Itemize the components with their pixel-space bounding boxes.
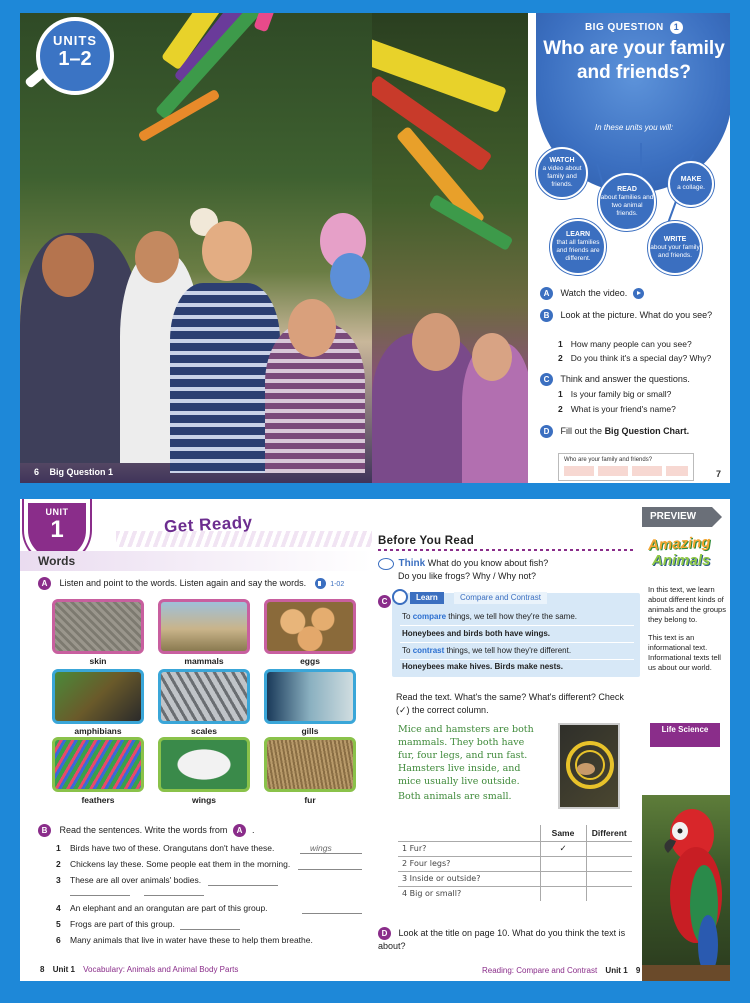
page-number: 6 [34,467,40,477]
step-d-text: Fill out the [560,425,603,436]
page-number: 9 [635,966,641,975]
table-row [398,856,632,871]
sub-number: 2 [558,353,563,363]
bubble-read-body: about families and two animal friends. [600,194,654,217]
bubble-make-body: a collage. [677,184,705,191]
sub-number: 2 [558,404,563,414]
step-c-letter: C [540,373,553,386]
learn-line-2: Honeybees and birds both have wings. [402,629,551,638]
step-b-letter: B [540,309,553,322]
table-row [398,871,632,886]
instruction-a [38,577,344,590]
step-b [540,309,720,322]
sentence-5 [56,919,356,929]
bubble-read [598,173,656,231]
learn-subtitle: Compare and Contrast [454,592,547,604]
think-line-2: Do you like frogs? Why / Why not? [398,571,537,581]
learn-line-1 [402,612,577,621]
unit-badge-label: UNIT [45,507,69,517]
table-header-different: Different [586,825,632,841]
sentence-number: 3 [56,875,61,885]
sentence-4 [56,903,356,913]
answer-1: wings [310,843,332,853]
preview-arrow-icon [712,507,722,527]
footer-subject: Vocabulary: Animals and Animal Body Parts [83,965,239,974]
handwritten-text: Mice and hamsters are both mammals. They both have fur, four legs, and run fast. Hamsters live inside, and mice usually live outside. [398,724,534,787]
parrot-photo [642,795,730,981]
table-cell-same[interactable] [540,886,586,901]
header-band [116,531,372,547]
answer-blank-2[interactable] [298,869,362,870]
big-question-label [536,21,730,34]
preview-text [648,585,728,681]
step-b-sub-2 [558,353,711,363]
table-cell-different[interactable] [586,886,632,901]
word-label-amphibians: amphibians [74,726,122,736]
party-photo-right [372,13,528,483]
sub-text: Do you think it's a special day? Why? [570,353,712,363]
track-number: 1-02 [330,580,345,588]
step-d-bold: Big Question Chart. [604,425,690,436]
preview-paragraph-1: In this text, we learn about different kinds of animals and the groups they belong to. [648,585,726,624]
table-cell-question: 4 Big or small? [398,886,540,901]
sentence-text: Many animals that live in water have these to help them breathe. [70,935,313,945]
table-cell-same[interactable] [540,856,586,871]
big-question-chart-thumbnail [558,453,694,481]
table-cell-different[interactable] [586,856,632,871]
learn-text: things, we tell how they're the same. [448,612,577,621]
learn-line-3 [402,646,571,655]
bubble-write-body: about your family and friends. [650,244,700,259]
units-badge-label: UNITS [53,33,97,48]
get-ready-title: Get Ready [163,512,254,537]
footer-section: Reading: Compare and Contrast [482,966,598,975]
bubble-watch-head: WATCH [549,157,575,164]
chart-thumb-text: Who are your family and friends? [564,457,653,463]
answer-blank-4[interactable] [302,913,362,914]
bubble-make-head: MAKE [680,176,702,183]
instruction-b-text: Read the sentences. Write the words from [59,824,228,835]
sentence-text: Chickens lay these. Some people eat them in the morning. [70,859,291,869]
footer-section: Big Question 1 [49,467,114,477]
word-tile-wings[interactable] [158,737,250,792]
top-spread [20,13,730,483]
sentence-text: Birds have two of these. Orangutans don't have these. [70,843,275,853]
page-number: 8 [40,965,45,974]
table-cell-question: 2 Four legs? [398,856,540,871]
think-block [378,557,638,583]
life-science-badge: Life Science [650,723,720,747]
answer-blank-1[interactable] [300,853,362,854]
step-a-text: Watch the video. [560,287,628,298]
table-header [398,825,540,841]
word-label-mammals: mammals [184,656,224,666]
answer-blank-5[interactable] [180,929,240,930]
right-page [372,499,730,981]
think-word: Think [398,558,426,569]
hamster-wheel-photo [558,723,620,809]
answer-blank-3b[interactable] [70,895,130,896]
instruction-d-text: Look at the title on page 10. What do you think the text is about? [378,928,626,951]
word-tile-fur[interactable] [264,737,356,792]
answer-blank-3c[interactable] [144,895,204,896]
magnifier-icon [392,589,408,605]
bubble-learn [550,219,606,275]
title-underline [378,549,636,551]
learn-word: Learn [410,592,444,604]
table-cell-question: 1 Fur? [398,841,540,856]
word-label-scales: scales [191,726,217,736]
step-d-letter: D [540,425,553,438]
bottom-right-footer [482,966,646,975]
sentence-number: 6 [56,935,61,945]
sub-text: Is your family big or small? [570,389,672,399]
section-letter-c: C [378,595,391,608]
section-letter-a: A [38,577,51,590]
logo-line-2: Animals [652,552,711,569]
words-heading: Words [20,551,372,571]
instruction-b-ref: A [233,824,246,837]
learn-text: things, we tell how they're different. [446,646,572,655]
step-c-sub-1 [558,389,671,399]
step-c [540,373,690,386]
preview-column [642,499,730,981]
audio-icon[interactable] [315,578,326,589]
page-number-right: 7 [716,469,722,479]
units-badge-number: 1–2 [58,48,92,70]
footer-unit: Unit 1 [605,966,628,975]
table-cell-different[interactable] [586,871,632,886]
word-tile-gills[interactable] [264,669,356,724]
step-a [540,287,644,300]
big-question-label-text: BIG QUESTION [584,22,664,33]
bottom-left-footer [40,965,238,974]
think-line-1: What do you know about fish? [427,558,549,568]
table-cell-different[interactable] [586,841,632,856]
sentence-number: 2 [56,859,61,869]
bubble-make [668,161,714,207]
word-tile-scales[interactable] [158,669,250,724]
big-question-number: 1 [670,21,683,34]
unit-badge-number: 1 [50,516,64,543]
sentence-6 [56,935,356,945]
think-bubble-icon [378,558,394,570]
word-tile-skin[interactable] [52,599,144,654]
bubble-read-head: READ [617,186,637,193]
sub-number: 1 [558,339,563,349]
units-badge [36,17,114,95]
sentence-2 [56,859,356,869]
sub-number: 1 [558,389,563,399]
table-cell-same[interactable] [540,871,586,886]
sub-text: How many people can you see? [570,339,692,349]
bubble-learn-head: LEARN [565,231,591,238]
bubble-watch-body: a video about family and friends. [542,165,582,188]
bubble-learn-body: that all families and friends are different. [556,239,600,262]
word-label-gills: gills [301,726,319,736]
learn-text: To [402,646,411,655]
table-cell-question: 3 Inside or outside? [398,871,540,886]
step-b-text: Look at the picture. What do you see? [560,310,713,320]
sentence-text: Frogs are part of this group. [70,919,175,929]
sentence-number: 5 [56,919,61,929]
step-a-letter: A [540,287,553,300]
handwritten-passage [398,723,538,803]
units-will-text: In these units you will: [594,123,674,132]
word-tile-eggs[interactable] [264,599,356,654]
bubble-watch [536,147,588,199]
table-header-row [398,825,632,841]
amazing-animals-logo [648,535,724,579]
table-cell-same[interactable]: ✓ [540,841,586,856]
table-row [398,841,632,856]
section-letter-b: B [38,824,51,837]
big-question-title: Who are your family and friends? [543,38,725,83]
step-c-text: Think and answer the questions. [560,373,690,384]
sentence-text: These are all over animals' bodies. [70,875,202,885]
sub-text: What is your friend's name? [570,404,676,414]
step-c-sub-2 [558,404,676,414]
bubble-write-head: WRITE [663,236,687,243]
instruction-b: B Read the sentences. Write the words from A . [38,824,254,837]
word-tile-feathers[interactable] [52,737,144,792]
word-tile-amphibians[interactable] [52,669,144,724]
instruction-d [378,927,634,952]
word-label-feathers: feathers [81,795,115,805]
word-label-fur: fur [304,795,316,805]
word-label-eggs: eggs [300,656,320,666]
same-different-table [398,825,632,901]
before-you-read-title: Before You Read [378,535,475,547]
logo-line-1: Amazing [647,533,711,554]
section-letter-d: D [378,927,391,940]
learn-text: To [402,612,411,621]
answer-blank-3[interactable] [208,885,278,886]
learn-line-4: Honeybees make hives. Birds make nests. [402,662,563,671]
word-label-wings: wings [191,795,217,805]
bubble-write [648,221,702,275]
read-instruction: Read the text. What's the same? What's different? Check (✓) the correct column. [396,692,624,715]
left-page [20,499,372,981]
step-d [540,425,689,438]
word-label-skin: skin [89,656,107,666]
word-tile-mammals[interactable] [158,599,250,654]
step-b-sub-1 [558,339,692,349]
learn-keyword: contrast [412,646,445,655]
sentence-number: 1 [56,843,61,853]
sentence-text: An elephant and an orangutan are part of this group. [70,903,268,913]
learn-keyword: compare [412,612,447,621]
preview-tag: PREVIEW [642,507,712,527]
preview-paragraph-2: This text is an informational text. Informational texts tell us about our world. [648,633,721,672]
sentence-3 [56,875,356,885]
play-icon[interactable] [633,288,644,299]
sentence-number: 4 [56,903,61,913]
big-question-panel [528,13,730,483]
footer-unit: Unit 1 [52,965,75,974]
table-row [398,886,632,901]
handwritten-last: Both animals are small. [398,791,512,802]
table-header-same: Same [540,825,586,841]
top-left-footer [34,467,121,477]
instruction-a-text: Listen and point to the words. Listen again and say the words. [59,577,307,588]
bottom-spread [20,499,730,981]
